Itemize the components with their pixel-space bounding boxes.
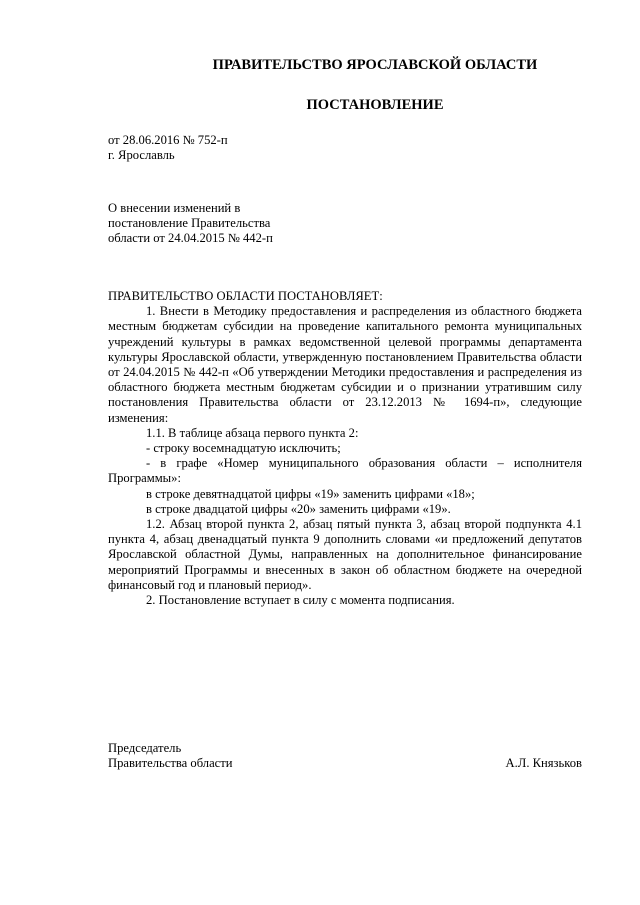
document-type-heading: ПОСТАНОВЛЕНИЕ [306,97,444,113]
paragraph-1: 1. Внести в Методику предоставления и распределения из областного бюджета местным бюджетам субсидии на проведение капитального ремонта муниципальных учреждений культуры в рамках ведомственной целевой программы департамента культуры Ярославской области, утвержденную постановлением Правительства области от 24.04.2015 № 442-п «Об утверждении Методики предоставления и распределения из областного бюджета местным бюджетам субсидии и о признании утратившим силу постановления Правительства области от 23.12.2013 № 1694-п», следующие изменения: [108,304,582,425]
paragraph-1-1-c: в строке девятнадцатой цифры «19» заменить цифрами «18»; [146,486,475,501]
paragraph-1-1-a: - строку восемнадцатую исключить; [146,441,341,456]
preamble: ПРАВИТЕЛЬСТВО ОБЛАСТИ ПОСТАНОВЛЯЕТ: [108,289,383,303]
paragraph-1-1: 1.1. В таблице абзаца первого пункта 2: [146,425,359,440]
paragraph-1-1-b: - в графе «Номер муниципального образования области – исполнителя Программы»: [108,456,582,486]
signatory-title-line-2: Правительства области [108,756,233,771]
document-body [108,289,582,608]
signature-row [108,756,582,771]
subject-line-2: постановление Правительства [108,216,271,231]
city: г. Ярославль [108,148,175,163]
date-number: от 28.06.2016 № 752-п [108,133,228,147]
government-heading: ПРАВИТЕЛЬСТВО ЯРОСЛАВСКОЙ ОБЛАСТИ [212,57,538,73]
subject-line-3: области от 24.04.2015 № 442-п [108,231,273,246]
document-subject [108,201,582,247]
paragraph-2: 2. Постановление вступает в силу с момента подписания. [146,593,455,608]
signatory-title-line-1: Председатель [108,741,182,755]
document-meta [108,133,582,163]
signature-block [108,741,582,771]
subject-line-1: О внесении изменений в [108,201,241,215]
paragraph-1-1-d: в строке двадцатой цифры «20» заменить цифрами «19». [146,501,451,516]
signatory-name: А.Л. Князьков [505,756,582,771]
paragraph-1-2: 1.2. Абзац второй пункта 2, абзац пятый пункта 3, абзац второй подпункта 4.1 пункта 4, абзац двенадцатый пункта 9 дополнить словами «и предложений депутатов Ярославской областной Думы, направленных на дополнительное финансирование мероприятий Программы и внесенных в закон об областном бюджете на очередной финансовый год и плановый период». [108,517,582,592]
